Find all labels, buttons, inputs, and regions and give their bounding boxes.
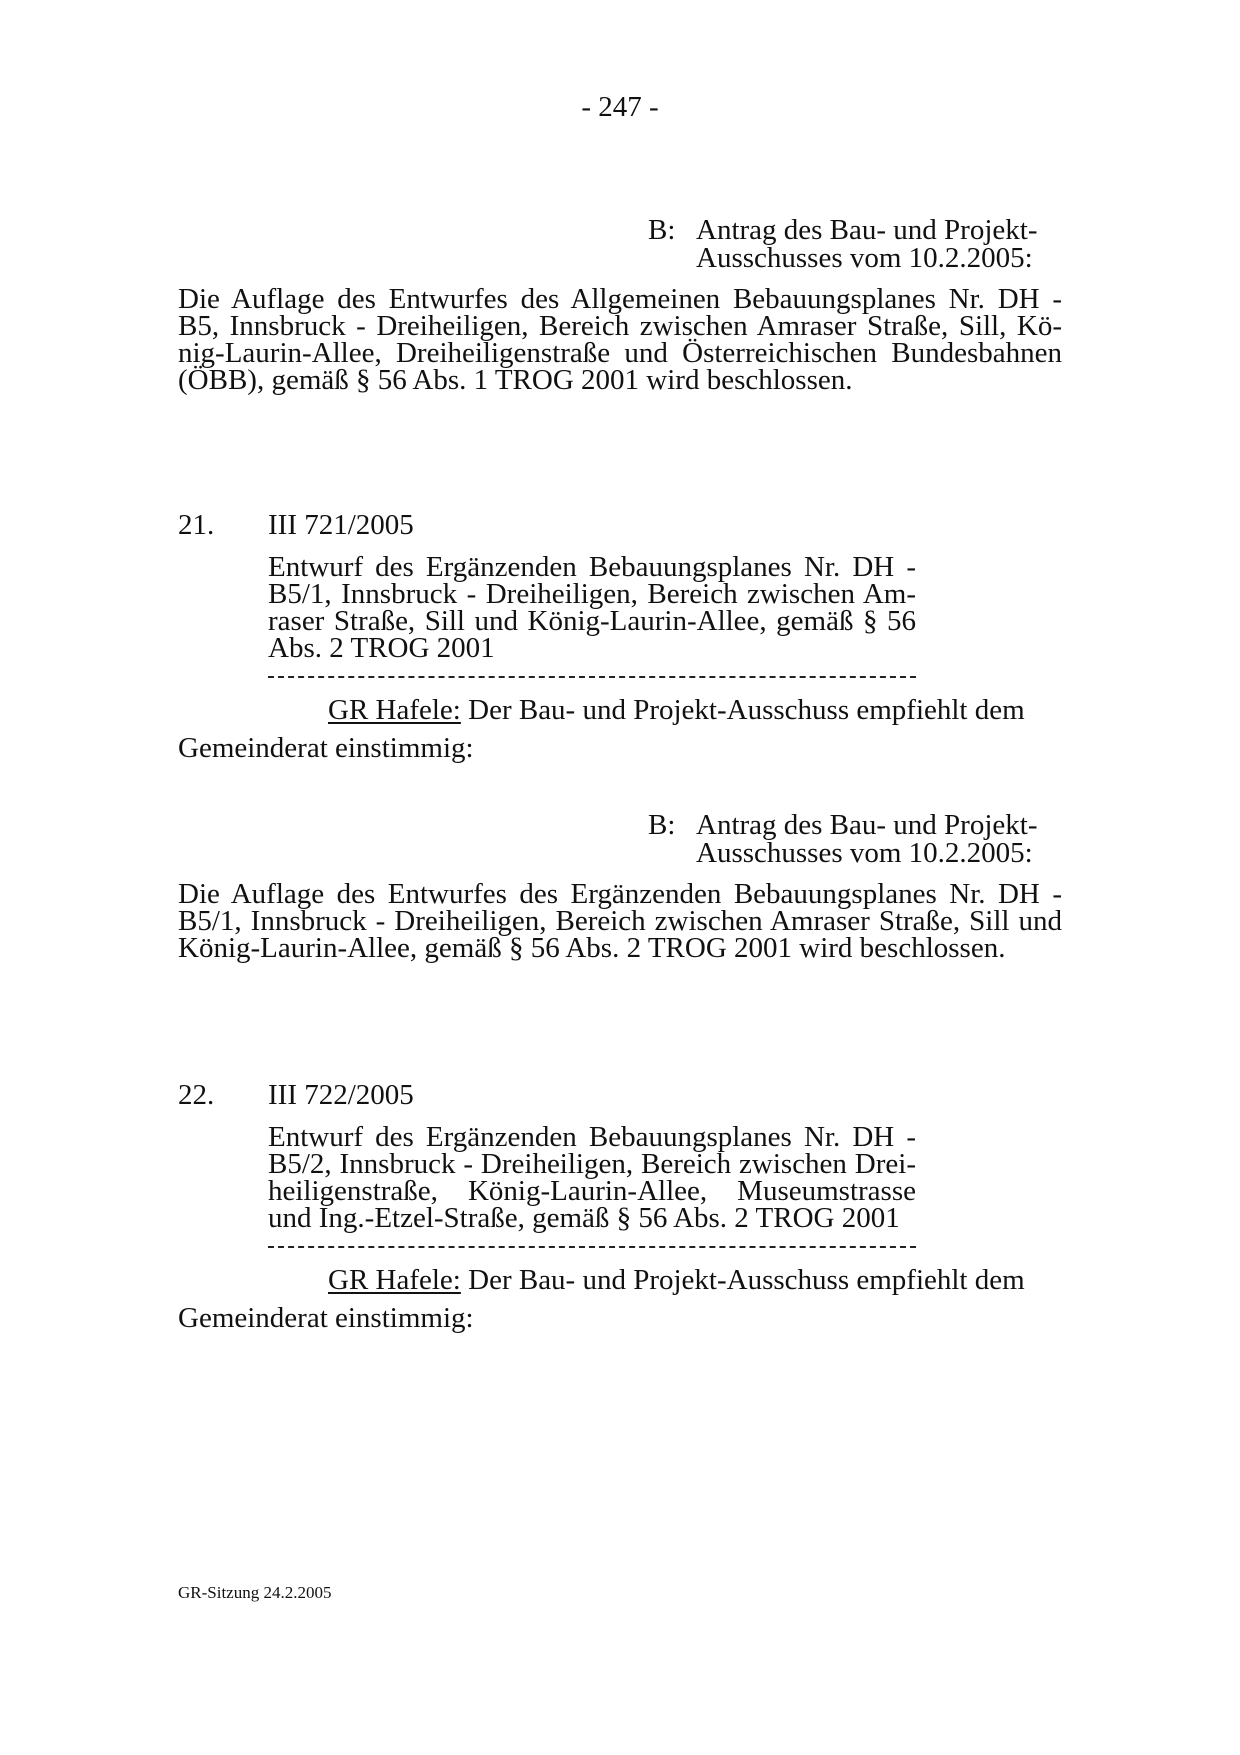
antrag-label: B: (648, 214, 676, 246)
antrag-label: B: (648, 809, 676, 841)
title-line: B5/1, Innsbruck - Dreiheiligen, Bereich zwischen Am- (268, 578, 916, 610)
agenda-item-number: 21. (178, 509, 215, 541)
title-line: heiligenstraße, König-Laurin-Allee, Museumstrasse (268, 1175, 916, 1207)
agenda-item-reference: III 722/2005 (268, 1079, 414, 1111)
paragraph-line: B5, Innsbruck - Dreiheiligen, Bereich zwischen Amraser Straße, Sill, Kö- (178, 310, 1062, 342)
title-line: Entwurf des Ergänzenden Bebauungsplanes Nr. DH - (268, 551, 916, 583)
agenda-item-reference: III 721/2005 (268, 509, 414, 541)
title-line: Abs. 2 TROG 2001 (268, 632, 495, 664)
antrag-line-2: Ausschusses vom 10.2.2005: (696, 242, 1033, 274)
title-line: Entwurf des Ergänzenden Bebauungsplanes Nr. DH - (268, 1121, 916, 1153)
paragraph-line: B5/1, Innsbruck - Dreiheiligen, Bereich zwischen Amraser Straße, Sill und (178, 905, 1062, 937)
speaker-statement (328, 1264, 1025, 1296)
dashed-divider (268, 1246, 916, 1249)
title-line: und Ing.-Etzel-Straße, gemäß § 56 Abs. 2 TROG 2001 (268, 1202, 900, 1234)
speaker-text-continued: Gemeinderat einstimmig: (178, 1302, 474, 1334)
agenda-item-title (268, 551, 916, 664)
speaker-text-continued: Gemeinderat einstimmig: (178, 732, 474, 764)
antrag-line-1: Antrag des Bau- und Projekt- (696, 809, 1038, 841)
antrag-line-1: Antrag des Bau- und Projekt- (696, 214, 1038, 246)
speaker-text: Der Bau- und Projekt-Ausschuss empfiehlt dem (460, 694, 1025, 726)
paragraph-line: (ÖBB), gemäß § 56 Abs. 1 TROG 2001 wird beschlossen. (178, 364, 853, 396)
speaker-statement (328, 694, 1025, 726)
antrag-line-2: Ausschusses vom 10.2.2005: (696, 837, 1033, 869)
dashed-divider (268, 676, 916, 679)
speaker-name: GR Hafele: (328, 1264, 461, 1296)
title-line: B5/2, Innsbruck - Dreiheiligen, Bereich zwischen Drei- (268, 1148, 916, 1180)
footer-session-date: GR-Sitzung 24.2.2005 (178, 1583, 332, 1602)
title-line: raser Straße, Sill und König-Laurin-Allee, gemäß § 56 (268, 605, 916, 637)
paragraph-line: Die Auflage des Entwurfes des Ergänzenden Bebauungsplanes Nr. DH - (178, 878, 1062, 910)
page-number: - 247 - (581, 91, 659, 123)
agenda-item-title (268, 1121, 916, 1234)
paragraph-line: nig-Laurin-Allee, Dreiheiligenstraße und Österreichischen Bundesbahnen (178, 337, 1062, 369)
resolution-paragraph (178, 283, 1062, 396)
speaker-name: GR Hafele: (328, 694, 461, 726)
paragraph-line: Die Auflage des Entwurfes des Allgemeinen Bebauungsplanes Nr. DH - (178, 283, 1062, 315)
resolution-paragraph (178, 878, 1062, 964)
speaker-text: Der Bau- und Projekt-Ausschuss empfiehlt dem (460, 1264, 1025, 1296)
paragraph-line: König-Laurin-Allee, gemäß § 56 Abs. 2 TROG 2001 wird beschlossen. (178, 932, 1006, 964)
agenda-item-number: 22. (178, 1079, 215, 1111)
